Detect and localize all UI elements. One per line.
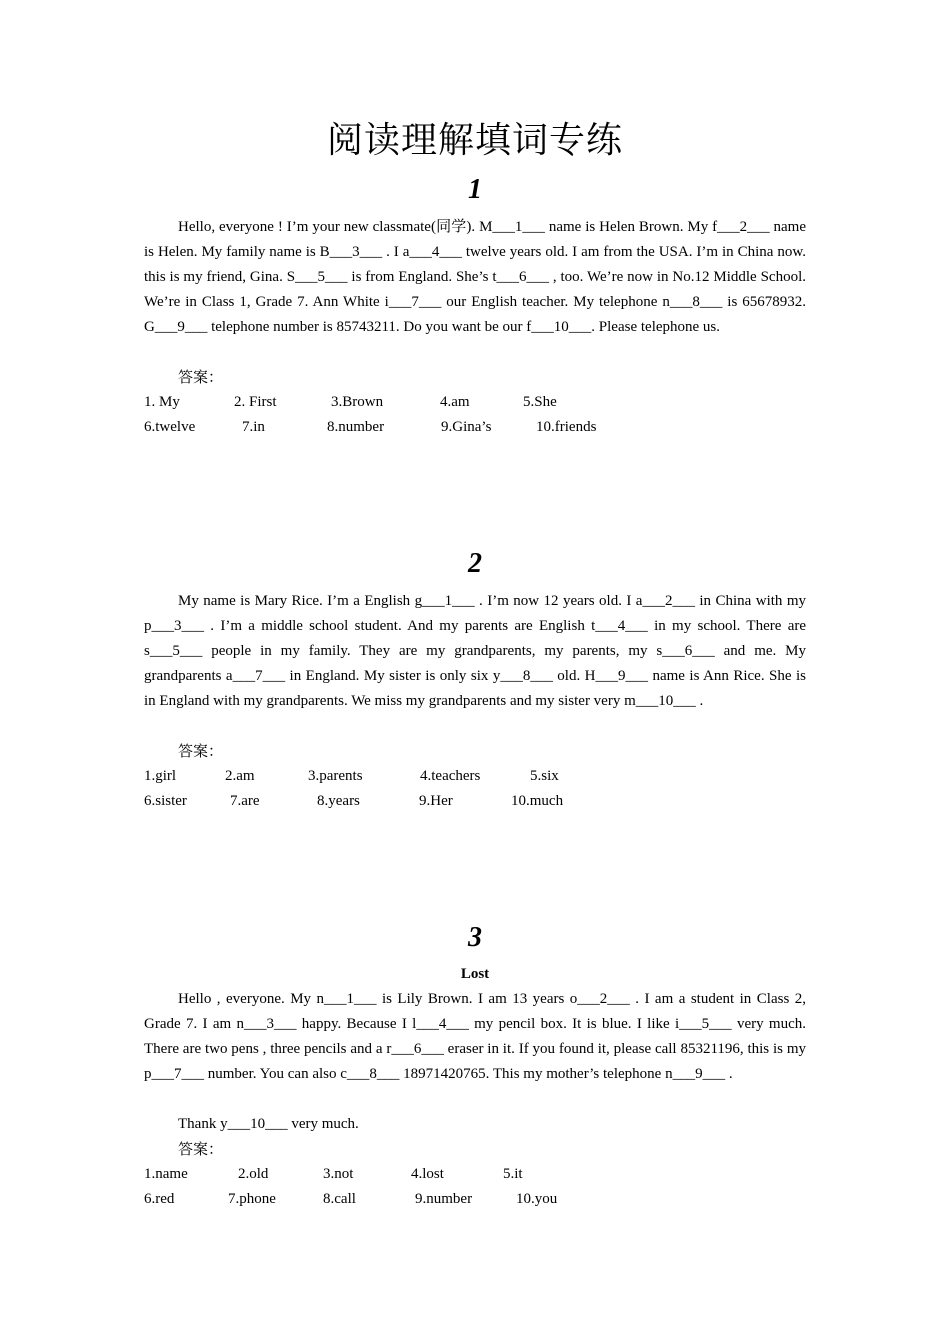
answer-item: 8.call [323, 1191, 356, 1207]
section-3-answer-row-1 [144, 1162, 806, 1187]
section-3-passage-text: Hello , everyone. My n___1___ is Lily Brown. I am 13 years o___2___ . I am a student in Class 2, Grade 7. I am n___3___ happy. Because I l___4___ my pencil box. It is blue. I like i___5___ very much. There are two pens , three pencils and a r___6___ eraser in it. If you found it, please call 85321196, this is my p___7___ number. You can also c___8___ 18971420765. This my mother’s telephone n___9___ . [144, 991, 806, 1082]
answer-item: 2.old [238, 1166, 269, 1182]
section-3-subtitle: Lost [460, 966, 490, 982]
answer-item: 4.teachers [420, 768, 481, 784]
answer-item: 4.am [440, 394, 470, 410]
answer-item: 4.lost [411, 1166, 444, 1182]
answer-item: 3.Brown [331, 394, 384, 410]
answer-item: 5.it [503, 1166, 523, 1182]
answer-item: 7.are [230, 793, 260, 809]
answer-item: 6.sister [144, 793, 187, 809]
answer-item: 3.not [323, 1166, 354, 1182]
section-3-closing [144, 1112, 806, 1137]
section-3-answer-row-2 [144, 1187, 806, 1212]
section-2-number: 2 [468, 548, 482, 579]
section-1-number: 1 [468, 174, 482, 205]
answer-item: 5.She [523, 394, 557, 410]
answer-item: 10.friends [536, 419, 597, 435]
answer-item: 2. First [234, 394, 277, 410]
answer-item: 1.girl [144, 768, 177, 784]
answer-item: 8.number [327, 419, 385, 435]
section-3-answer-label: 答案： [178, 1140, 224, 1158]
answer-item: 7.in [242, 419, 265, 435]
answer-item: 6.twelve [144, 419, 196, 435]
section-1-answer-row-1 [144, 390, 806, 415]
section-2-passage-text: My name is Mary Rice. I’m a English g___1___ . I’m now 12 years old. I a___2___ in China with my p___3___ . I’m a middle school student. And my parents are English t___4___ in my school. There are s___5___ people in my family. They are my grandparents, my parents, my s___6___ and me. My grandparents a___7___ in England. My sister is only six y___8___ old. H___9___ name is Ann Rice. She is in England with my grandparents. We miss my grandparents and my sister very m___10___ . [144, 593, 806, 709]
answer-item: 10.much [511, 793, 564, 809]
section-1-answer-row-2 [144, 415, 806, 440]
answer-item: 9.Her [419, 793, 453, 809]
answer-item: 5.six [530, 768, 559, 784]
section-1-answer-label: 答案： [178, 368, 224, 386]
answer-item: 10.you [516, 1191, 558, 1207]
answer-item: 1. My [144, 394, 180, 410]
answer-item: 9.Gina’s [441, 419, 492, 435]
section-3-passage [144, 987, 806, 1087]
section-2-answer-label: 答案： [178, 742, 224, 760]
section-1-passage [144, 215, 806, 340]
section-1-passage-text: Hello, everyone ! I’m your new classmate(同学). M___1___ name is Helen Brown. My f___2___ name is Helen. My family name is B___3___ . I a___4___ twelve years old. I am from the USA. I’m in China now. this is my friend, Gina. S___5___ is from England. She’s t___6___ , too. We’re now in No.12 Middle School. We’re in Class 1, Grade 7. Ann White i___7___ our English teacher. My telephone n___8___ is 65678932. G___9___ telephone number is 85743211. Do you want be our f___10___. Please telephone us. [144, 219, 806, 335]
answer-item: 6.red [144, 1191, 175, 1207]
answer-item: 3.parents [308, 768, 363, 784]
answer-item: 1.name [144, 1166, 188, 1182]
section-2-answer-row-2 [144, 789, 806, 814]
page-title: 阅读理解填词专练 [326, 120, 623, 161]
answer-item: 7.phone [228, 1191, 276, 1207]
answer-item: 2.am [225, 768, 255, 784]
section-2-passage [144, 589, 806, 714]
answer-item: 8.years [317, 793, 360, 809]
section-3-closing-text: Thank y___10___ very much. [178, 1116, 359, 1132]
section-2-answer-row-1 [144, 764, 806, 789]
answer-item: 9.number [415, 1191, 473, 1207]
section-3-number: 3 [468, 922, 482, 953]
